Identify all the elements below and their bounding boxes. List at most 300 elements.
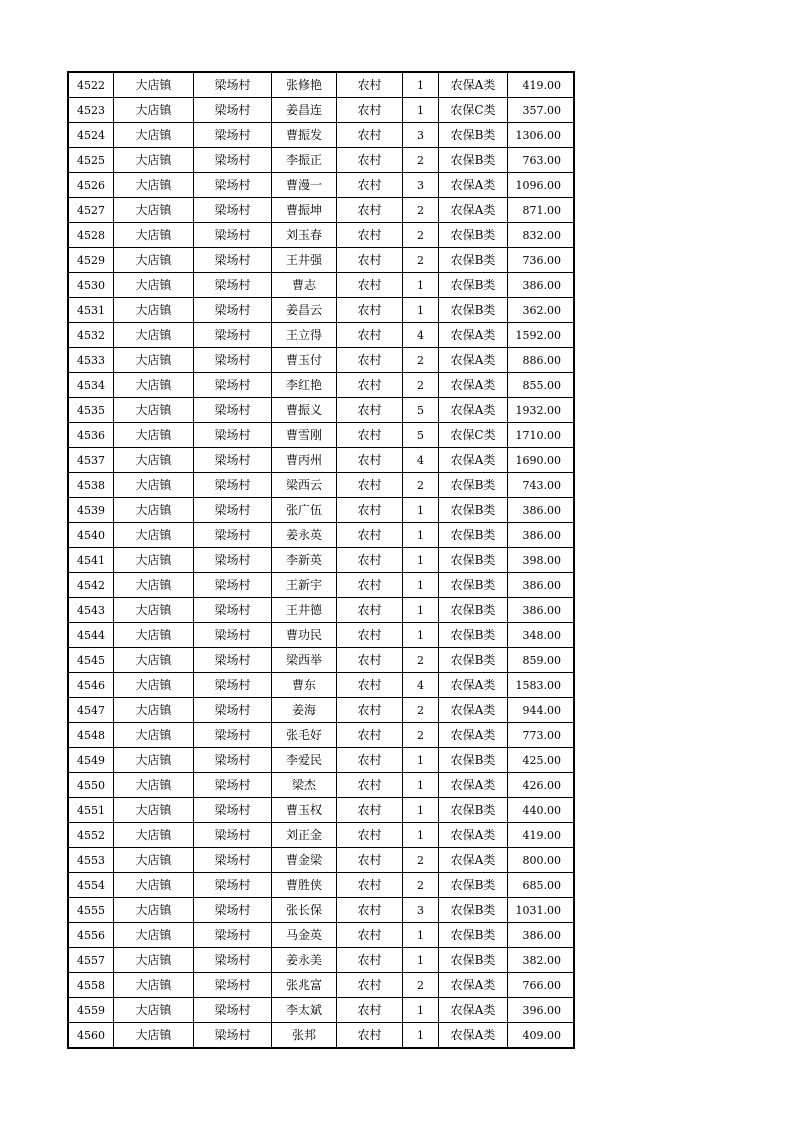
name-cell: 曹金梁: [272, 848, 337, 873]
household-type-cell: 农村: [337, 573, 403, 598]
amount-cell: 419.00: [508, 72, 575, 98]
record-number-cell: 4534: [68, 373, 114, 398]
record-number-cell: 4558: [68, 973, 114, 998]
member-count-cell: 1: [403, 273, 439, 298]
table-row: [68, 598, 574, 623]
insurance-category-cell: 农保C类: [439, 98, 508, 123]
table-row: [68, 948, 574, 973]
record-number-cell: 4550: [68, 773, 114, 798]
insurance-category-cell: 农保A类: [439, 72, 508, 98]
member-count-cell: 3: [403, 173, 439, 198]
name-cell: 张兆富: [272, 973, 337, 998]
record-number-cell: 4531: [68, 298, 114, 323]
amount-cell: 1710.00: [508, 423, 575, 448]
amount-cell: 426.00: [508, 773, 575, 798]
village-cell: 梁场村: [194, 748, 272, 773]
table-row: [68, 698, 574, 723]
amount-cell: 348.00: [508, 623, 575, 648]
amount-cell: 440.00: [508, 798, 575, 823]
insurance-category-cell: 农保B类: [439, 923, 508, 948]
table-body: [68, 72, 574, 1048]
household-type-cell: 农村: [337, 1023, 403, 1049]
record-number-cell: 4532: [68, 323, 114, 348]
amount-cell: 685.00: [508, 873, 575, 898]
amount-cell: 736.00: [508, 248, 575, 273]
household-type-cell: 农村: [337, 723, 403, 748]
insurance-category-cell: 农保B类: [439, 798, 508, 823]
town-cell: 大店镇: [114, 248, 194, 273]
household-type-cell: 农村: [337, 748, 403, 773]
village-cell: 梁场村: [194, 848, 272, 873]
member-count-cell: 3: [403, 898, 439, 923]
amount-cell: 425.00: [508, 748, 575, 773]
insurance-category-cell: 农保C类: [439, 423, 508, 448]
household-type-cell: 农村: [337, 623, 403, 648]
table-row: [68, 798, 574, 823]
amount-cell: 773.00: [508, 723, 575, 748]
household-type-cell: 农村: [337, 423, 403, 448]
name-cell: 梁西云: [272, 473, 337, 498]
village-cell: 梁场村: [194, 298, 272, 323]
town-cell: 大店镇: [114, 173, 194, 198]
member-count-cell: 2: [403, 648, 439, 673]
amount-cell: 386.00: [508, 573, 575, 598]
town-cell: 大店镇: [114, 148, 194, 173]
insurance-category-cell: 农保A类: [439, 348, 508, 373]
member-count-cell: 1: [403, 72, 439, 98]
record-number-cell: 4548: [68, 723, 114, 748]
town-cell: 大店镇: [114, 473, 194, 498]
amount-cell: 386.00: [508, 523, 575, 548]
town-cell: 大店镇: [114, 748, 194, 773]
household-type-cell: 农村: [337, 273, 403, 298]
amount-cell: 800.00: [508, 848, 575, 873]
insurance-category-cell: 农保A类: [439, 973, 508, 998]
name-cell: 马金英: [272, 923, 337, 948]
table-row: [68, 873, 574, 898]
name-cell: 曹东: [272, 673, 337, 698]
amount-cell: 763.00: [508, 148, 575, 173]
village-cell: 梁场村: [194, 223, 272, 248]
member-count-cell: 1: [403, 798, 439, 823]
insurance-category-cell: 农保B类: [439, 623, 508, 648]
insurance-category-cell: 农保B类: [439, 948, 508, 973]
household-type-cell: 农村: [337, 198, 403, 223]
name-cell: 曹振发: [272, 123, 337, 148]
table-row: [68, 148, 574, 173]
record-number-cell: 4556: [68, 923, 114, 948]
table-row: [68, 123, 574, 148]
record-number-cell: 4522: [68, 72, 114, 98]
record-number-cell: 4554: [68, 873, 114, 898]
name-cell: 王立得: [272, 323, 337, 348]
record-number-cell: 4535: [68, 398, 114, 423]
record-number-cell: 4538: [68, 473, 114, 498]
member-count-cell: 2: [403, 723, 439, 748]
insurance-category-cell: 农保B类: [439, 523, 508, 548]
member-count-cell: 2: [403, 373, 439, 398]
member-count-cell: 5: [403, 398, 439, 423]
table-row: [68, 348, 574, 373]
household-type-cell: 农村: [337, 523, 403, 548]
member-count-cell: 1: [403, 498, 439, 523]
village-cell: 梁场村: [194, 423, 272, 448]
member-count-cell: 4: [403, 323, 439, 348]
member-count-cell: 2: [403, 848, 439, 873]
record-number-cell: 4559: [68, 998, 114, 1023]
town-cell: 大店镇: [114, 948, 194, 973]
village-cell: 梁场村: [194, 398, 272, 423]
amount-cell: 871.00: [508, 198, 575, 223]
amount-cell: 386.00: [508, 923, 575, 948]
insurance-category-cell: 农保B类: [439, 273, 508, 298]
name-cell: 李红艳: [272, 373, 337, 398]
name-cell: 姜昌云: [272, 298, 337, 323]
town-cell: 大店镇: [114, 923, 194, 948]
amount-cell: 386.00: [508, 498, 575, 523]
record-number-cell: 4542: [68, 573, 114, 598]
record-number-cell: 4530: [68, 273, 114, 298]
village-cell: 梁场村: [194, 473, 272, 498]
insurance-category-cell: 农保B类: [439, 223, 508, 248]
name-cell: 张毛好: [272, 723, 337, 748]
village-cell: 梁场村: [194, 898, 272, 923]
record-number-cell: 4545: [68, 648, 114, 673]
table-row: [68, 998, 574, 1023]
record-number-cell: 4527: [68, 198, 114, 223]
household-type-cell: 农村: [337, 72, 403, 98]
town-cell: 大店镇: [114, 873, 194, 898]
name-cell: 王新宇: [272, 573, 337, 598]
amount-cell: 362.00: [508, 298, 575, 323]
household-type-cell: 农村: [337, 98, 403, 123]
insurance-category-cell: 农保B类: [439, 898, 508, 923]
insurance-category-cell: 农保A类: [439, 323, 508, 348]
table-row: [68, 773, 574, 798]
town-cell: 大店镇: [114, 72, 194, 98]
insurance-category-cell: 农保B类: [439, 148, 508, 173]
name-cell: 张邦: [272, 1023, 337, 1049]
household-type-cell: 农村: [337, 348, 403, 373]
village-cell: 梁场村: [194, 1023, 272, 1049]
table-row: [68, 298, 574, 323]
insurance-category-cell: 农保B类: [439, 248, 508, 273]
member-count-cell: 2: [403, 223, 439, 248]
table-row: [68, 1023, 574, 1049]
table-row: [68, 923, 574, 948]
town-cell: 大店镇: [114, 623, 194, 648]
member-count-cell: 4: [403, 673, 439, 698]
insurance-category-cell: 农保B类: [439, 498, 508, 523]
name-cell: 曹漫一: [272, 173, 337, 198]
household-type-cell: 农村: [337, 998, 403, 1023]
name-cell: 曹雪刚: [272, 423, 337, 448]
amount-cell: 1031.00: [508, 898, 575, 923]
insurance-category-cell: 农保B类: [439, 598, 508, 623]
record-number-cell: 4529: [68, 248, 114, 273]
data-table: [67, 71, 575, 1049]
amount-cell: 419.00: [508, 823, 575, 848]
amount-cell: 832.00: [508, 223, 575, 248]
member-count-cell: 1: [403, 823, 439, 848]
town-cell: 大店镇: [114, 498, 194, 523]
household-type-cell: 农村: [337, 923, 403, 948]
household-type-cell: 农村: [337, 598, 403, 623]
name-cell: 姜昌连: [272, 98, 337, 123]
record-number-cell: 4523: [68, 98, 114, 123]
village-cell: 梁场村: [194, 323, 272, 348]
town-cell: 大店镇: [114, 723, 194, 748]
record-number-cell: 4539: [68, 498, 114, 523]
record-number-cell: 4549: [68, 748, 114, 773]
name-cell: 刘玉春: [272, 223, 337, 248]
town-cell: 大店镇: [114, 423, 194, 448]
town-cell: 大店镇: [114, 698, 194, 723]
town-cell: 大店镇: [114, 573, 194, 598]
member-count-cell: 1: [403, 598, 439, 623]
name-cell: 姜永美: [272, 948, 337, 973]
member-count-cell: 1: [403, 1023, 439, 1049]
amount-cell: 1096.00: [508, 173, 575, 198]
name-cell: 李太斌: [272, 998, 337, 1023]
table-row: [68, 498, 574, 523]
village-cell: 梁场村: [194, 72, 272, 98]
amount-cell: 944.00: [508, 698, 575, 723]
household-type-cell: 农村: [337, 173, 403, 198]
amount-cell: 1306.00: [508, 123, 575, 148]
name-cell: 曹胜侠: [272, 873, 337, 898]
town-cell: 大店镇: [114, 298, 194, 323]
table-row: [68, 523, 574, 548]
table-row: [68, 398, 574, 423]
town-cell: 大店镇: [114, 823, 194, 848]
amount-cell: 357.00: [508, 98, 575, 123]
name-cell: 李新英: [272, 548, 337, 573]
village-cell: 梁场村: [194, 948, 272, 973]
village-cell: 梁场村: [194, 173, 272, 198]
name-cell: 曹振义: [272, 398, 337, 423]
record-number-cell: 4537: [68, 448, 114, 473]
town-cell: 大店镇: [114, 398, 194, 423]
amount-cell: 386.00: [508, 598, 575, 623]
name-cell: 王井强: [272, 248, 337, 273]
village-cell: 梁场村: [194, 723, 272, 748]
member-count-cell: 2: [403, 248, 439, 273]
member-count-cell: 2: [403, 698, 439, 723]
village-cell: 梁场村: [194, 973, 272, 998]
town-cell: 大店镇: [114, 998, 194, 1023]
table-row: [68, 848, 574, 873]
village-cell: 梁场村: [194, 698, 272, 723]
town-cell: 大店镇: [114, 523, 194, 548]
amount-cell: 886.00: [508, 348, 575, 373]
table-row: [68, 648, 574, 673]
insurance-category-cell: 农保A类: [439, 1023, 508, 1049]
household-type-cell: 农村: [337, 798, 403, 823]
village-cell: 梁场村: [194, 598, 272, 623]
insurance-category-cell: 农保A类: [439, 373, 508, 398]
amount-cell: 382.00: [508, 948, 575, 973]
town-cell: 大店镇: [114, 348, 194, 373]
household-type-cell: 农村: [337, 373, 403, 398]
name-cell: 曹玉付: [272, 348, 337, 373]
record-number-cell: 4536: [68, 423, 114, 448]
name-cell: 张修艳: [272, 72, 337, 98]
table-row: [68, 673, 574, 698]
table-row: [68, 223, 574, 248]
household-type-cell: 农村: [337, 898, 403, 923]
town-cell: 大店镇: [114, 648, 194, 673]
town-cell: 大店镇: [114, 548, 194, 573]
insurance-category-cell: 农保A类: [439, 673, 508, 698]
table-row: [68, 473, 574, 498]
town-cell: 大店镇: [114, 273, 194, 298]
insurance-category-cell: 农保A类: [439, 848, 508, 873]
member-count-cell: 1: [403, 998, 439, 1023]
amount-cell: 1690.00: [508, 448, 575, 473]
record-number-cell: 4551: [68, 798, 114, 823]
name-cell: 李振正: [272, 148, 337, 173]
insurance-category-cell: 农保A类: [439, 823, 508, 848]
member-count-cell: 2: [403, 148, 439, 173]
member-count-cell: 2: [403, 348, 439, 373]
table-row: [68, 823, 574, 848]
household-type-cell: 农村: [337, 398, 403, 423]
member-count-cell: 3: [403, 123, 439, 148]
household-type-cell: 农村: [337, 848, 403, 873]
village-cell: 梁场村: [194, 448, 272, 473]
record-number-cell: 4524: [68, 123, 114, 148]
household-type-cell: 农村: [337, 648, 403, 673]
member-count-cell: 1: [403, 523, 439, 548]
amount-cell: 743.00: [508, 473, 575, 498]
name-cell: 张广伍: [272, 498, 337, 523]
member-count-cell: 2: [403, 873, 439, 898]
record-number-cell: 4533: [68, 348, 114, 373]
village-cell: 梁场村: [194, 273, 272, 298]
table-row: [68, 248, 574, 273]
name-cell: 姜海: [272, 698, 337, 723]
name-cell: 曹志: [272, 273, 337, 298]
table-row: [68, 98, 574, 123]
member-count-cell: 1: [403, 98, 439, 123]
record-number-cell: 4528: [68, 223, 114, 248]
record-number-cell: 4552: [68, 823, 114, 848]
insurance-category-cell: 农保A类: [439, 173, 508, 198]
village-cell: 梁场村: [194, 548, 272, 573]
insurance-category-cell: 农保A类: [439, 998, 508, 1023]
name-cell: 梁西举: [272, 648, 337, 673]
town-cell: 大店镇: [114, 323, 194, 348]
village-cell: 梁场村: [194, 798, 272, 823]
table-row: [68, 448, 574, 473]
village-cell: 梁场村: [194, 148, 272, 173]
insurance-category-cell: 农保B类: [439, 573, 508, 598]
village-cell: 梁场村: [194, 123, 272, 148]
household-type-cell: 农村: [337, 223, 403, 248]
insurance-category-cell: 农保A类: [439, 773, 508, 798]
member-count-cell: 4: [403, 448, 439, 473]
record-number-cell: 4560: [68, 1023, 114, 1049]
household-type-cell: 农村: [337, 248, 403, 273]
member-count-cell: 1: [403, 773, 439, 798]
name-cell: 姜永英: [272, 523, 337, 548]
name-cell: 李爱民: [272, 748, 337, 773]
record-number-cell: 4544: [68, 623, 114, 648]
household-type-cell: 农村: [337, 698, 403, 723]
name-cell: 刘正金: [272, 823, 337, 848]
member-count-cell: 1: [403, 298, 439, 323]
village-cell: 梁场村: [194, 573, 272, 598]
household-type-cell: 农村: [337, 323, 403, 348]
household-type-cell: 农村: [337, 298, 403, 323]
table-row: [68, 973, 574, 998]
amount-cell: 1592.00: [508, 323, 575, 348]
amount-cell: 766.00: [508, 973, 575, 998]
record-number-cell: 4555: [68, 898, 114, 923]
member-count-cell: 1: [403, 948, 439, 973]
member-count-cell: 1: [403, 623, 439, 648]
insurance-category-cell: 农保B类: [439, 873, 508, 898]
village-cell: 梁场村: [194, 198, 272, 223]
household-type-cell: 农村: [337, 123, 403, 148]
insurance-category-cell: 农保A类: [439, 723, 508, 748]
amount-cell: 855.00: [508, 373, 575, 398]
household-type-cell: 农村: [337, 948, 403, 973]
record-number-cell: 4526: [68, 173, 114, 198]
household-type-cell: 农村: [337, 673, 403, 698]
village-cell: 梁场村: [194, 373, 272, 398]
name-cell: 曹丙州: [272, 448, 337, 473]
table-row: [68, 323, 574, 348]
village-cell: 梁场村: [194, 248, 272, 273]
record-number-cell: 4543: [68, 598, 114, 623]
name-cell: 曹玉权: [272, 798, 337, 823]
village-cell: 梁场村: [194, 923, 272, 948]
insurance-category-cell: 农保B类: [439, 298, 508, 323]
village-cell: 梁场村: [194, 648, 272, 673]
amount-cell: 859.00: [508, 648, 575, 673]
town-cell: 大店镇: [114, 848, 194, 873]
village-cell: 梁场村: [194, 623, 272, 648]
insurance-category-cell: 农保B类: [439, 548, 508, 573]
table-row: [68, 423, 574, 448]
town-cell: 大店镇: [114, 598, 194, 623]
table-row: [68, 72, 574, 98]
record-number-cell: 4557: [68, 948, 114, 973]
insurance-category-cell: 农保B类: [439, 123, 508, 148]
amount-cell: 398.00: [508, 548, 575, 573]
insurance-category-cell: 农保B类: [439, 648, 508, 673]
name-cell: 王井德: [272, 598, 337, 623]
household-type-cell: 农村: [337, 973, 403, 998]
village-cell: 梁场村: [194, 998, 272, 1023]
town-cell: 大店镇: [114, 123, 194, 148]
name-cell: 曹功民: [272, 623, 337, 648]
insurance-category-cell: 农保A类: [439, 198, 508, 223]
table-row: [68, 548, 574, 573]
household-type-cell: 农村: [337, 823, 403, 848]
village-cell: 梁场村: [194, 873, 272, 898]
member-count-cell: 2: [403, 473, 439, 498]
table-row: [68, 573, 574, 598]
town-cell: 大店镇: [114, 673, 194, 698]
table-row: [68, 273, 574, 298]
table-row: [68, 173, 574, 198]
household-type-cell: 农村: [337, 148, 403, 173]
member-count-cell: 5: [403, 423, 439, 448]
amount-cell: 409.00: [508, 1023, 575, 1049]
